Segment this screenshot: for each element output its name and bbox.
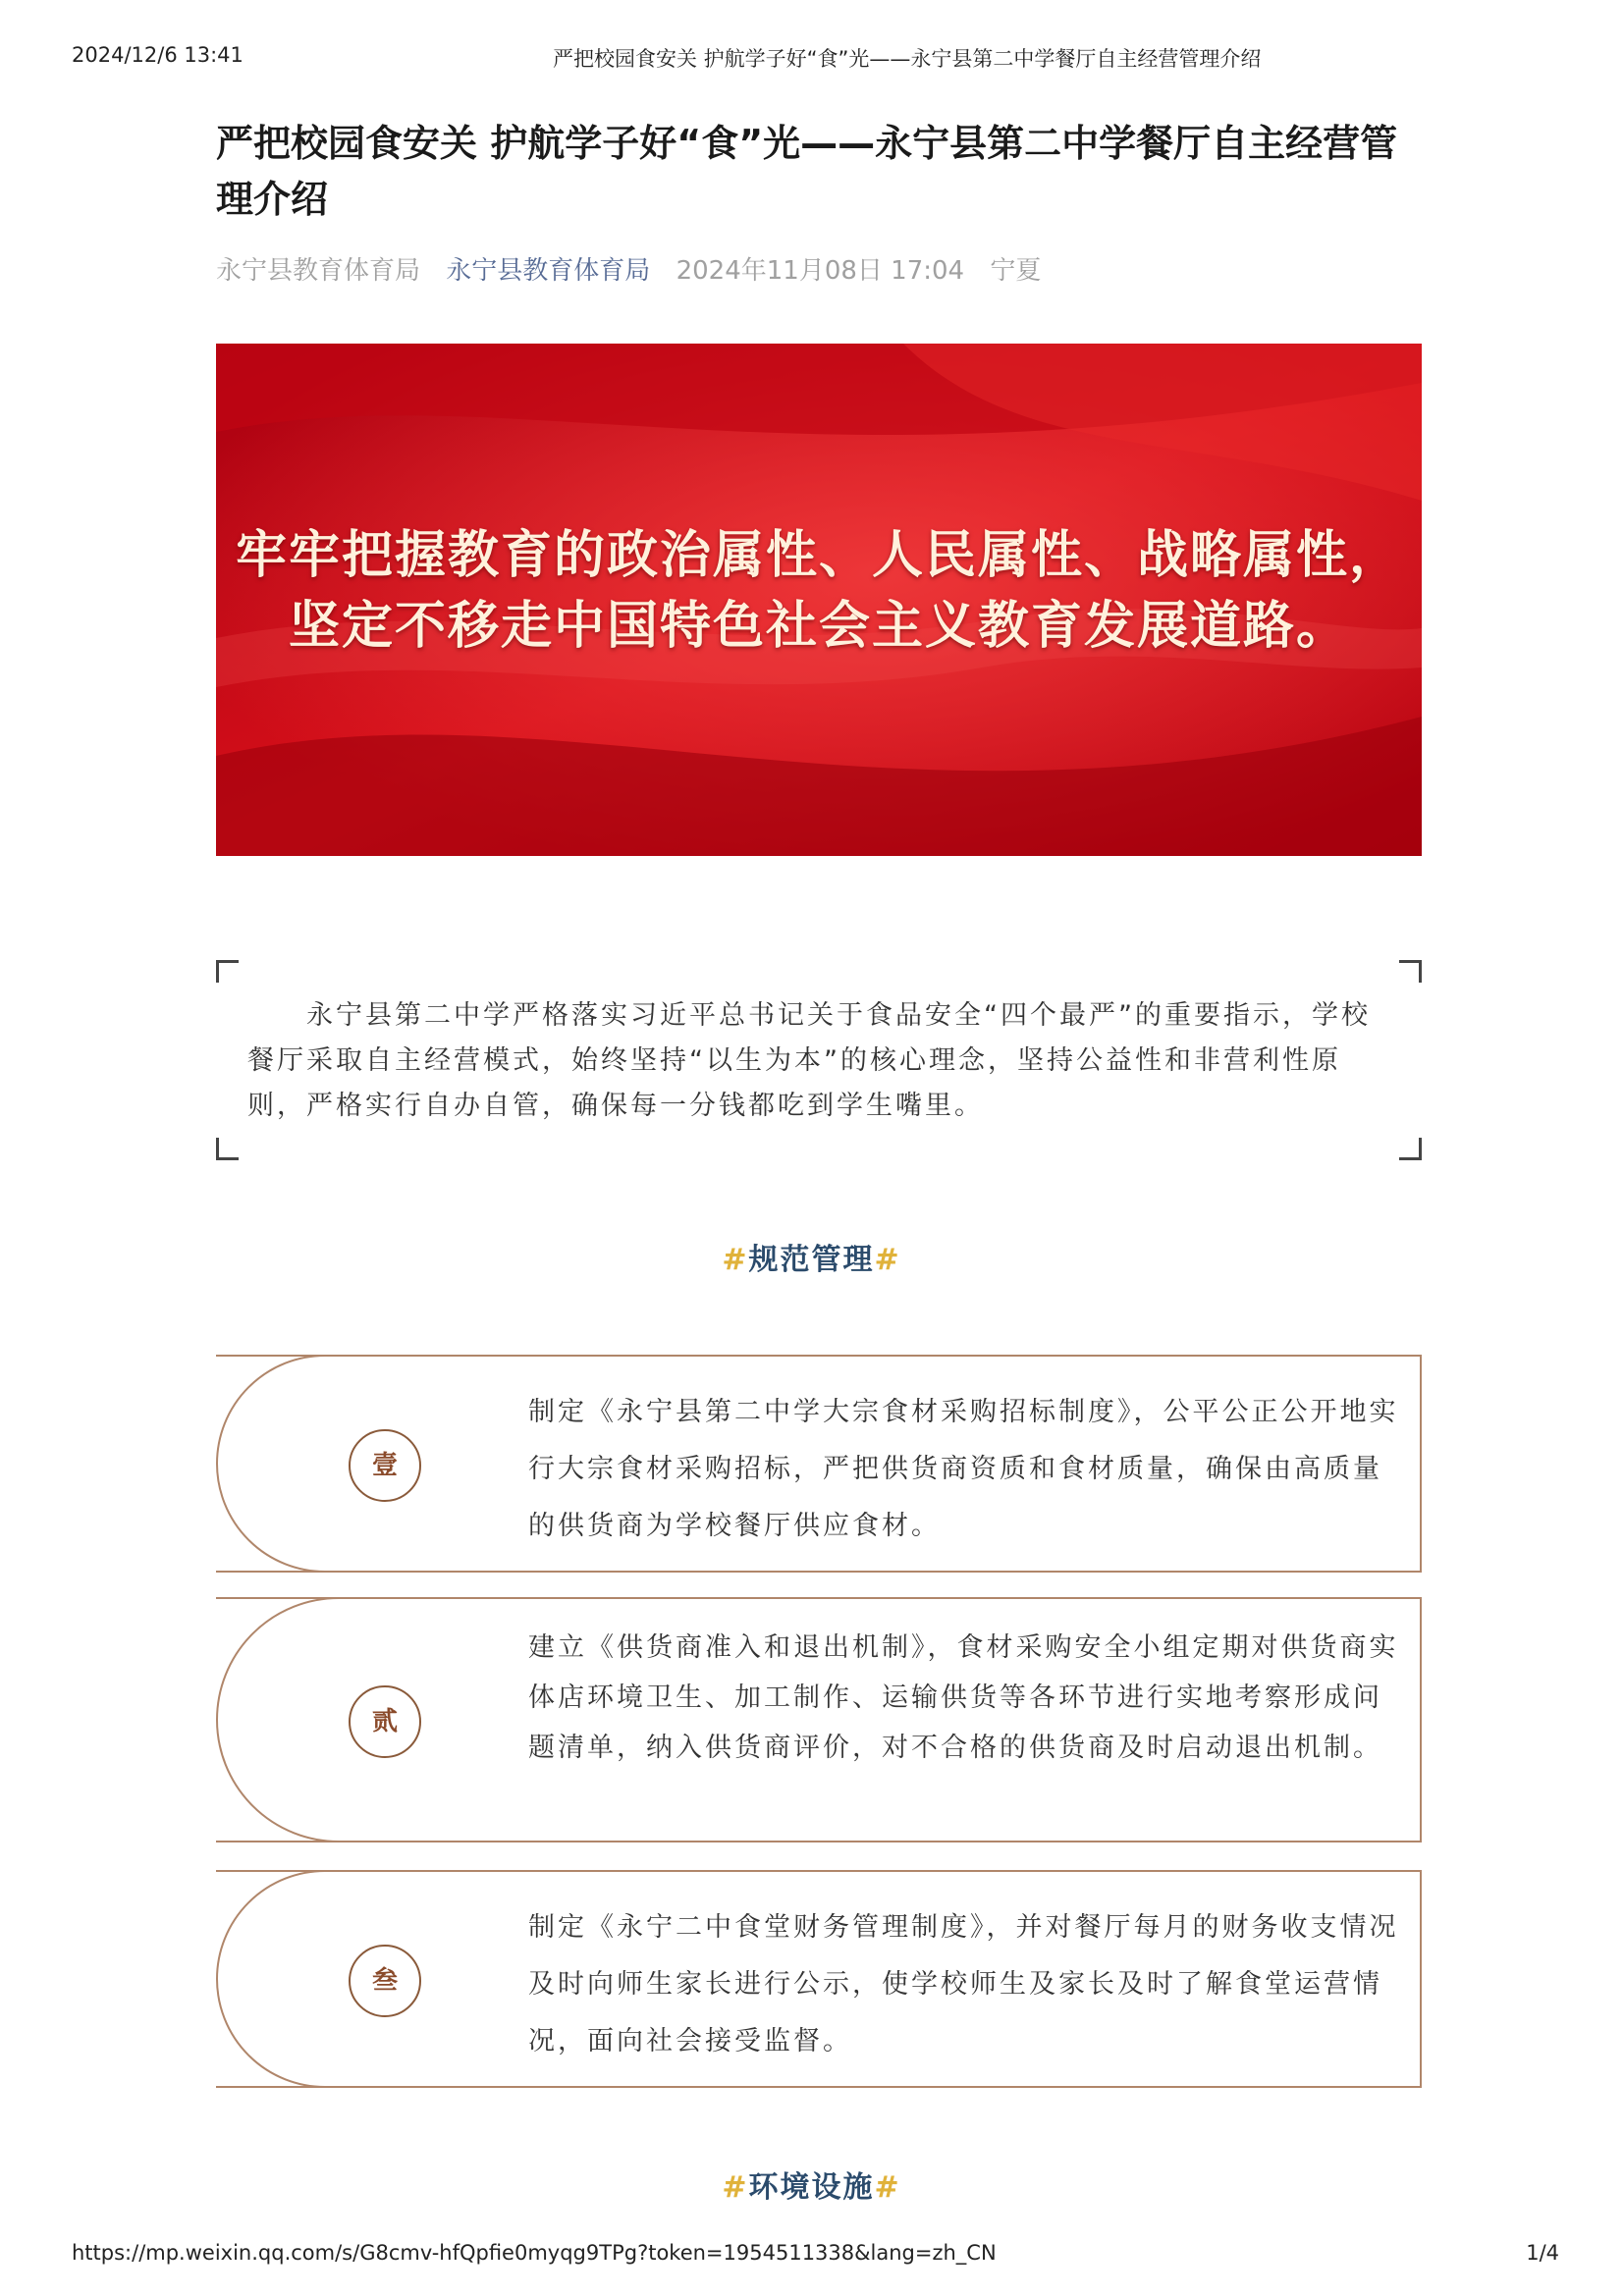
card-text: 制定《永宁县第二中学大宗食材采购招标制度》，公平公正公开地实行大宗食材采购招标，严把供货商资质和食材质量，确保由高质量的供货商为学校餐厅供应食材。 [528,1397,1399,1541]
corner-bracket-icon [216,1138,239,1160]
publish-location: 宁夏 [990,256,1042,286]
page-number: 1/4 [1526,2241,1559,2265]
page-url: https://mp.weixin.qq.com/s/G8cmv-hfQpfie0myqg9TPg?token=1954511338&lang=zh_CN [72,2241,997,2265]
section-heading-management [0,1235,1623,1278]
section-title: 环境设施 [748,2170,875,2205]
print-date: 2024/12/6 13:41 [72,43,243,67]
author-name: 永宁县教育体育局 [216,256,421,286]
intro-box [216,960,1422,1160]
banner-image [216,344,1422,856]
card-curve [216,1597,348,1842]
management-card-2 [216,1597,1422,1842]
print-title: 严把校园食安关 护航学子好“食”光——永宁县第二中学餐厅自主经营管理介绍 [553,47,1262,71]
intro-text: 永宁县第二中学严格落实习近平总书记关于食品安全“四个最严”的重要指示，学校餐厅采取自主经营模式，始终坚持“以生为本”的核心理念，坚持公益性和非营利性原则，严格实行自办自管，确保每一分钱都吃到学生嘴里。 [247,1000,1371,1121]
article-title: 严把校园食安关 护航学子好“食”光——永宁县第二中学餐厅自主经营管理介绍 [216,122,1398,221]
slogan-line-2: 坚定不移走中国特色社会主义教育发展道路。 [288,596,1349,656]
account-link[interactable]: 永宁县教育体育局 [446,256,651,286]
article-meta [216,250,1424,287]
corner-bracket-icon [1399,1138,1422,1160]
print-header [72,43,1559,75]
corner-bracket-icon [216,960,239,983]
card-curve [216,1870,334,2088]
management-card-3 [216,1870,1422,2088]
hash-mark: # [874,2170,901,2205]
print-footer [72,2241,1559,2272]
corner-bracket-icon [1399,960,1422,983]
card-number-badge: 叁 [349,1945,421,2017]
card-curve [216,1355,334,1573]
management-card-1 [216,1355,1422,1573]
publish-datetime: 2024年11月08日 17:04 [676,256,965,286]
card-text: 制定《永宁二中食堂财务管理制度》，并对餐厅每月的财务收支情况及时向师生家长进行公示，使学校师生及家长及时了解食堂运营情况，面向社会接受监督。 [528,1912,1399,2056]
card-text: 建立《供货商准入和退出机制》，食材采购安全小组定期对供货商实体店环境卫生、加工制作、运输供货等各环节进行实地考察形成问题清单，纳入供货商评价，对不合格的供货商及时启动退出机制。 [528,1632,1399,1763]
section-title: 规范管理 [748,1243,875,1277]
hash-mark: # [722,1243,749,1277]
slogan-line-1: 牢牢把握教育的政治属性、人民属性、战略属性， [235,525,1402,585]
banner-slogan [216,520,1422,662]
hash-mark: # [722,2170,749,2205]
card-number-badge: 贰 [349,1685,421,1758]
hash-mark: # [874,1243,901,1277]
section-heading-environment [0,2163,1623,2206]
card-number-badge: 壹 [349,1429,421,1502]
